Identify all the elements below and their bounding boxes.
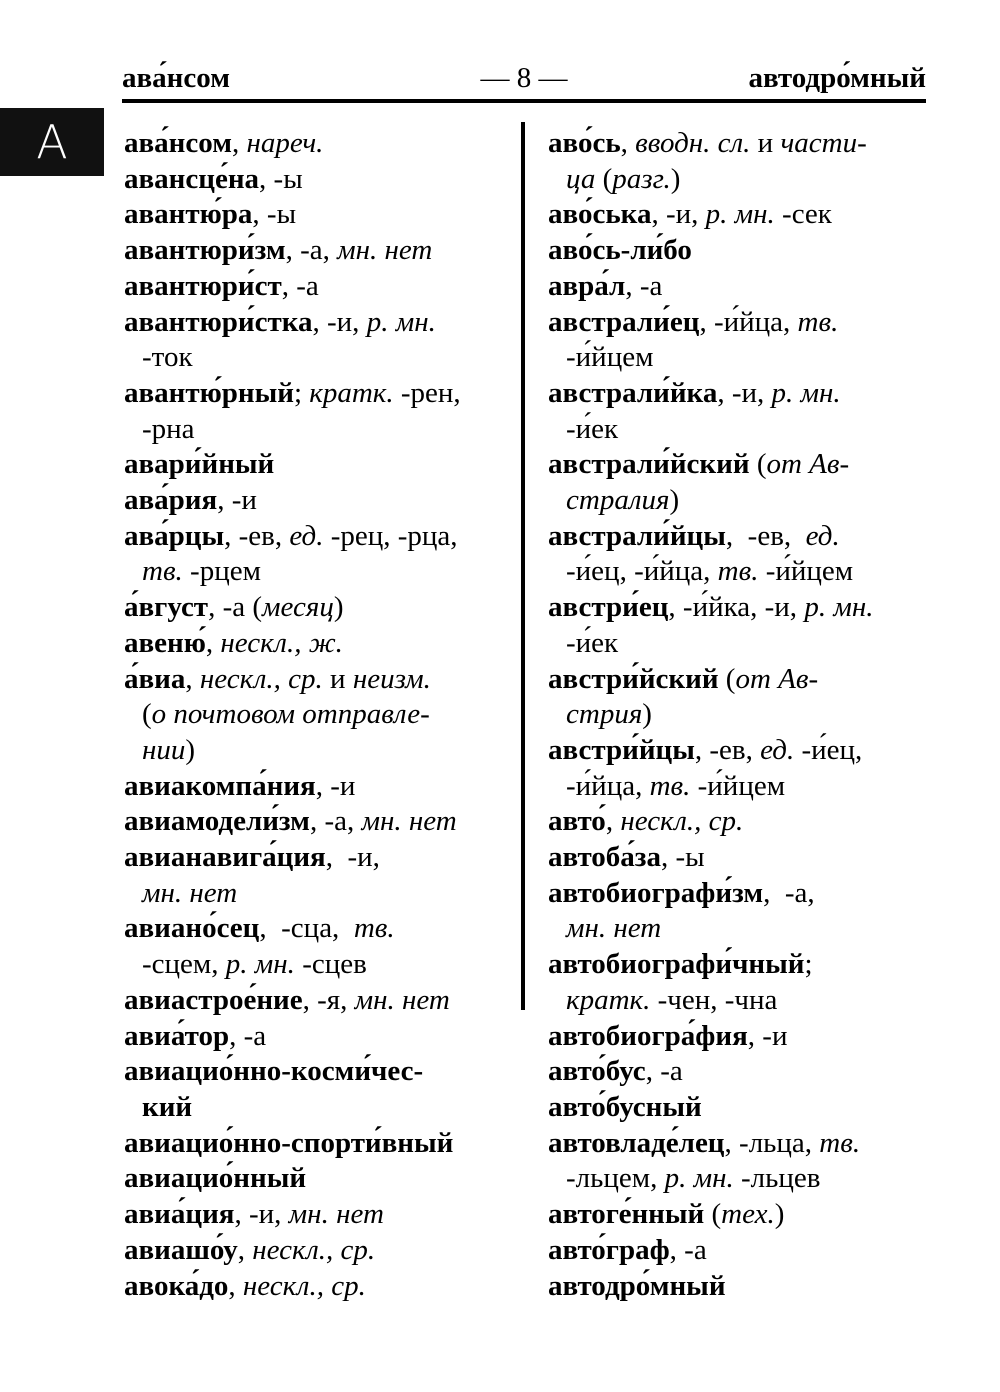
dictionary-entry	[124, 162, 514, 198]
dictionary-entry	[124, 1233, 514, 1269]
dictionary-entry	[124, 305, 514, 376]
entry-headline: автодро́мный	[548, 1269, 726, 1302]
entry-headline: автобиографи́чный;	[548, 948, 813, 981]
entry-headline: аво́ська, -и, р. мн. -сек	[548, 198, 832, 231]
entry-headline: ава́рия, -и	[124, 484, 257, 517]
right-column	[548, 126, 928, 1304]
dictionary-entry	[124, 197, 514, 233]
dictionary-entry	[124, 590, 514, 626]
dictionary-entry	[124, 126, 514, 162]
dictionary-entry	[124, 1197, 514, 1233]
entry-continuation: -и́ец, -и́йца, тв. -и́йцем	[566, 555, 854, 588]
entry-headline: авантюри́зм, -а, мн. нет	[124, 234, 433, 267]
entry-headline: авиашо́у, нескл., ср.	[124, 1233, 376, 1266]
dictionary-entry	[124, 269, 514, 305]
entry-headline: а́виа, нескл., ср. и неизм.	[124, 662, 431, 695]
left-column	[124, 126, 514, 1304]
entry-continuation: мн. нет	[142, 876, 238, 909]
entry-continuation: стралия)	[566, 484, 680, 517]
header-left-guide-word: ава́нсом	[122, 62, 230, 94]
dictionary-entry	[548, 1054, 928, 1090]
entry-headline: авантюри́стка, -и, р. мн.	[124, 305, 436, 338]
entry-continuation: (о почтовом отправле-	[142, 698, 430, 731]
dictionary-entry	[124, 1161, 514, 1197]
entry-headline: авиацио́нно-косми́чес-	[124, 1055, 424, 1088]
dictionary-entry	[124, 519, 514, 590]
dictionary-entry	[548, 1019, 928, 1055]
entry-continuation: -льцем, р. мн. -льцев	[566, 1162, 821, 1195]
dictionary-entry	[124, 662, 514, 769]
dictionary-entry	[548, 126, 928, 197]
header-rule	[122, 99, 926, 103]
entry-continuation: -сцем, р. мн. -сцев	[142, 948, 367, 981]
entry-headline: австри́йский (от Ав-	[548, 662, 819, 695]
entry-headline: ава́рцы, -ев, ед. -рец, -рца,	[124, 519, 458, 552]
entry-continuation: -и́йца, тв. -и́йцем	[566, 769, 786, 802]
dictionary-entry	[124, 840, 514, 911]
entry-headline: авиа́тор, -а	[124, 1019, 267, 1052]
dictionary-entry	[548, 447, 928, 518]
dictionary-entry	[548, 804, 928, 840]
entry-headline: австрали́йка, -и, р. мн.	[548, 376, 841, 409]
entry-continuation: тв. -рцем	[142, 555, 261, 588]
entry-headline: автоба́за, -ы	[548, 841, 705, 874]
dictionary-entry	[548, 269, 928, 305]
entry-headline: авра́л, -а	[548, 269, 663, 302]
entry-headline: авианавига́ция, -и,	[124, 841, 380, 874]
entry-headline: австрали́йский (от Ав-	[548, 448, 850, 481]
entry-headline: авиастрое́ние, -я, мн. нет	[124, 983, 450, 1016]
entry-headline: австри́ец, -и́йка, -и, р. мн.	[548, 591, 874, 624]
dictionary-entry	[124, 233, 514, 269]
entry-headline: авантю́ра, -ы	[124, 198, 297, 231]
dictionary-entry	[548, 590, 928, 661]
entry-continuation: кий	[142, 1090, 193, 1123]
dictionary-entry	[548, 376, 928, 447]
entry-headline: австрали́ец, -и́йца, тв.	[548, 305, 839, 338]
dictionary-entry	[548, 519, 928, 590]
dictionary-entry	[548, 876, 928, 947]
dictionary-entry	[124, 1019, 514, 1055]
dictionary-entry	[124, 911, 514, 982]
entry-headline: аво́сь-ли́бо	[548, 234, 692, 267]
dictionary-entry	[548, 305, 928, 376]
dictionary-entry	[124, 376, 514, 447]
entry-headline: а́вгуст, -а (месяц)	[124, 591, 344, 624]
entry-headline: аво́сь, вводн. сл. и части-	[548, 127, 867, 159]
entry-headline: авиамодели́зм, -а, мн. нет	[124, 805, 457, 838]
entry-continuation: ца (разг.)	[566, 162, 681, 195]
column-divider	[521, 122, 525, 1010]
entry-headline: авто́бусный	[548, 1090, 702, 1123]
entry-continuation: мн. нет	[566, 912, 662, 945]
entry-headline: авто́бус, -а	[548, 1055, 683, 1088]
dictionary-entry	[124, 1126, 514, 1162]
dictionary-entry	[548, 1126, 928, 1197]
dictionary-entry	[548, 1269, 928, 1305]
entry-headline: авантюри́ст, -а	[124, 269, 319, 302]
dictionary-entry	[124, 447, 514, 483]
entry-headline: австрали́йцы, -ев, ед.	[548, 519, 840, 552]
dictionary-entry	[124, 483, 514, 519]
dictionary-entry	[124, 626, 514, 662]
entry-headline: авиакомпа́ния, -и	[124, 769, 356, 802]
entry-headline: автобиогра́фия, -и	[548, 1019, 788, 1052]
dictionary-entry	[548, 733, 928, 804]
dictionary-entry	[548, 1090, 928, 1126]
entry-continuation: -и́ек	[566, 626, 619, 659]
entry-headline: автовладе́лец, -льца, тв.	[548, 1126, 861, 1159]
dictionary-entry	[124, 769, 514, 805]
entry-continuation: стрия)	[566, 698, 652, 731]
entry-headline: авиа́ция, -и, мн. нет	[124, 1198, 384, 1231]
entry-continuation: -рна	[142, 412, 195, 445]
entry-continuation: нии)	[142, 733, 196, 766]
dictionary-entry	[548, 840, 928, 876]
page-number: — 8 —	[480, 62, 568, 94]
page-header	[122, 58, 926, 98]
dictionary-entry	[124, 804, 514, 840]
header-right-guide-word: автодро́мный	[748, 62, 926, 94]
entry-headline: авантю́рный; кратк. -рен,	[124, 376, 461, 409]
dictionary-entry	[548, 1233, 928, 1269]
entry-headline: австри́йцы, -ев, ед. -и́ец,	[548, 733, 863, 766]
entry-headline: автоге́нный (тех.)	[548, 1198, 785, 1231]
entry-headline: авиано́сец, -сца, тв.	[124, 912, 395, 945]
dictionary-entry	[124, 983, 514, 1019]
entry-headline: авиацио́нный	[124, 1162, 307, 1195]
dictionary-entry	[548, 1197, 928, 1233]
entry-headline: авансце́на, -ы	[124, 162, 303, 195]
entry-headline: авари́йный	[124, 448, 275, 481]
entry-headline: авока́до, нескл., ср.	[124, 1269, 366, 1302]
entry-headline: авиацио́нно-спорти́вный	[124, 1126, 454, 1159]
entry-continuation: -и́йцем	[566, 341, 654, 374]
entry-headline: авеню́, нескл., ж.	[124, 626, 343, 659]
dictionary-entry	[548, 233, 928, 269]
entry-headline: авто́граф, -а	[548, 1233, 707, 1266]
entry-headline: авто́, нескл., ср.	[548, 805, 744, 838]
dictionary-entry	[548, 947, 928, 1018]
dictionary-entry	[124, 1054, 514, 1125]
dictionary-entry	[548, 197, 928, 233]
entry-continuation: -ток	[142, 341, 193, 374]
entry-headline: ава́нсом, нареч.	[124, 127, 324, 159]
dictionary-entry	[124, 1269, 514, 1305]
entry-continuation: -и́ек	[566, 412, 619, 445]
dictionary-entry	[548, 662, 928, 733]
entry-headline: автобиографи́зм, -а,	[548, 876, 815, 909]
entry-continuation: кратк. -чен, -чна	[566, 983, 778, 1016]
section-letter-tab: А	[0, 108, 104, 176]
